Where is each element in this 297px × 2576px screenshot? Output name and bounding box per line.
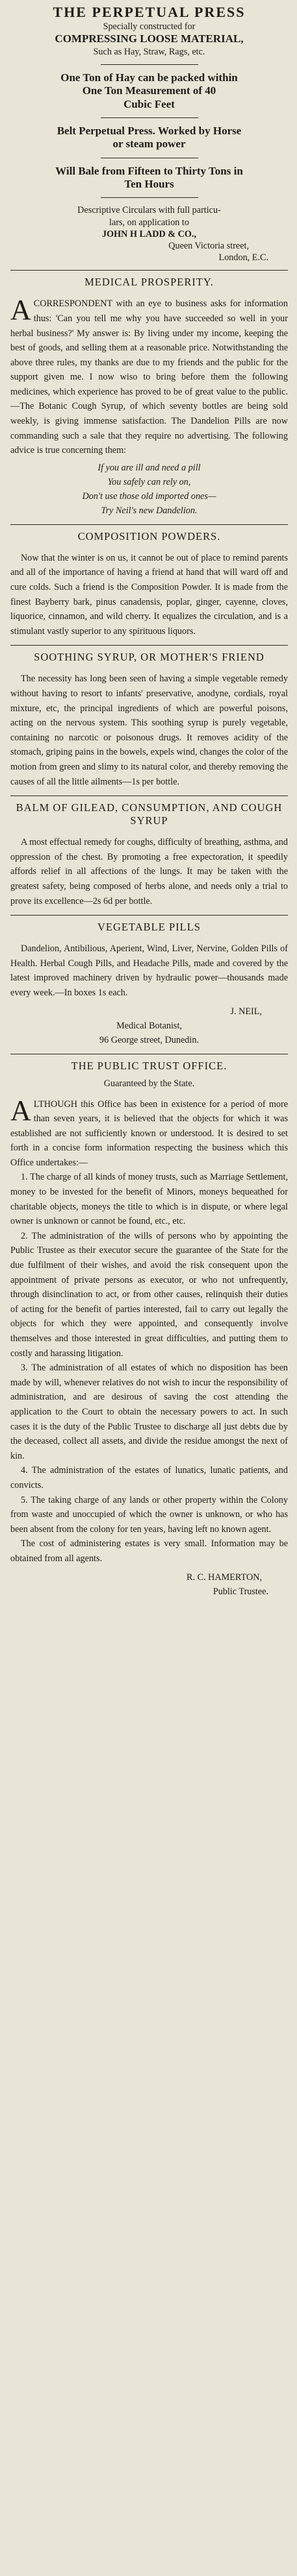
signature: R. C. HAMERTON, [187,1572,262,1583]
section-heading: COMPOSITION POWDERS. [77,529,221,542]
section-divider [10,270,288,271]
press-line: One Ton of Hay can be packed within [60,71,238,84]
press-line: lars, on application to [109,217,189,228]
press-line: One Ton Measurement of 40 [82,84,216,97]
signature-title: Public Trustee. [213,1586,268,1597]
press-line: Will Bale from Fifteen to Thirty Tons in [55,164,243,177]
notice-intro: LTHOUGH this Office has been in existence for a period of more than seven years, it is believed that the objects for which it was established are not sufficiently known or understood. It is desired to set forth in a concise form information respecting the business which this Office undertakes:— [10,1099,288,1168]
press-company: JOHN H LADD & CO., [101,228,197,239]
composition-powders-article [10,530,288,639]
article-body [10,672,288,789]
medical-prosperity-article [10,276,288,518]
section-heading: BALM OF GILEAD, CONSUMPTION, AND COUGH SYRUP [16,801,283,827]
press-line: COMPRESSING LOOSE MATERIAL, [55,32,244,45]
notice-item: 2. The administration of the wills of persons who by appointing the Public Trustee as their executor secure the guarantee of the State for the due fulfilment of their wishes, and avoid the risk consequent upon the appointment of private persons as executor, or who not unfrequently, through disinclination to act, or from other causes, relinquish their duties of acting for the benefit of parties interested, fail to carry out legally the objects for which they were appointed, and consequently involve themselves and those interested in great difficulties, and putting them to costly and harassing litigation. [10,1230,288,1359]
notice-item: 5. The taking charge of any lands or other property within the Colony from waste and unoccupied of which the owner is unknown, or who has been absent from the colony for ten years, having left no known agent. [10,1494,288,1535]
section-heading: MEDICAL PROSPERITY. [84,276,214,289]
signature-address: 96 George street, Dunedin. [99,1034,199,1045]
verse-line: Don't use those old imported ones— [82,491,216,502]
press-line: or steam power [112,138,186,151]
public-trust-office-notice [10,1060,288,1599]
divider [101,197,198,198]
divider [101,64,198,65]
soothing-syrup-article [10,651,288,789]
section-heading: SOOTHING SYRUP, OR MOTHER'S FRIEND [34,651,265,664]
drop-cap: A [10,294,31,326]
press-address: Queen Victoria street, [168,240,249,251]
article-text: A most effectual remedy for coughs, difficulty of breathing, asthma, and oppression of the chest. By promoting a free expectoration, it speedily affords relief in all affections of the lungs. It may be taken with the greatest safety, being composed of herbs alone, and needs only a trial to prove its excellence—2s 6d per bottle. [10,837,288,906]
article-body [10,942,288,1000]
vegetable-pills-article [10,921,288,1047]
article-body [10,551,288,639]
verse-line: If you are ill and need a pill [97,462,201,473]
press-line: Specially constructed for [103,21,196,32]
press-line: Descriptive Circulars with full particu- [77,205,221,216]
press-line: Ten Hours [124,178,174,191]
section-subheading: Guaranteed by the State. [103,1078,195,1089]
divider [101,117,198,118]
verse-line: You safely can rely on, [107,476,191,487]
press-line: Belt Perpetual Press. Worked by Horse [57,124,242,137]
signature: J. NEIL, [230,1006,262,1017]
press-line: Such as Hay, Straw, Rags, etc. [93,46,205,57]
signature-title: Medical Botanist, [116,1020,182,1031]
article-body [10,835,288,908]
notice-item: 1. The charge of all kinds of money trusts, such as Marriage Settlement, money to be invested for the benefit of Minors, moneys bequeathed for charitable objects, moneys the title to which is in dispute, or where legal owner is unknown or cannot be found, etc., etc. [10,1172,288,1227]
section-heading: VEGETABLE PILLS [97,921,201,934]
article-body [10,294,288,458]
notice-item: 3. The administration of all estates of which no disposition has been made by will, whenever relatives do not wish to incur the responsibility of administration, and are desirous of saving the cost attending the application to the Court to obtain the necessary powers to act. In such cases it is the duty of the Public Trustee to discharge all just debts due by the deceased, collect all assets, and divide the residue amongst the next of kin. [10,1363,288,1461]
section-divider [10,524,288,525]
article-text: The necessity has long been seen of having a simple vegetable remedy without having to resort to infants' preservative, anodyne, cordials, royal mixture, etc, the principal ingredients of which are powerful poisons, acting on the nervous system. This soothing syrup is purely vegetable, containing no narcotic or poisonous drugs. It removes acidity of the stomach, griping pains in the bowels, expels wind, changes the color of the motion from green and slimy to its natural color, and thereby removing the causes of all the little ailments—1s per bottle. [10,674,288,787]
balm-of-gilead-article [10,801,288,908]
verse-line: Try Neil's new Dandelion. [101,505,198,516]
article-text: CORRESPONDENT with an eye to business asks for information thus: 'Can you tell me why you have succeeded so well in your herbal business?' My answer is: By living under my income, keeping the best of goods, and selling them at a reasonable price. Notwithstanding the above three rules, my thanks are due to my friends and the public for the support given me. I now wiso to bring before them the following medicines, which experience has proved to be of great value to the public.—The Botanic Cough Syrup, of which seventy bottles are being sold weekly, is giving immense satisfaction. The Dandelion Pills are now commanding such a sale that they require no advertising. The following advice is true concerning them: [10,298,288,456]
press-title: THE PERPETUAL PRESS [53,4,246,20]
article-text: Now that the winter is on us, it cannot be out of place to remind parents and all of the importance of having a friend at hand that will ward off and cure colds. Such a friend is the Composition Powder. It is made from the finest Bayberry bark, pinus canadensis, poplar, ginger, cayenne, cloves, liquorice, cinnamon, and wild cherry. It equalizes the circulation, and is a stimulant vastly superior to any spirituous liquors. [10,552,288,637]
notice-body [10,1094,288,1566]
notice-item: The cost of administering estates is very small. Information may be obtained from all agents. [10,1538,288,1564]
section-heading: THE PUBLIC TRUST OFFICE. [71,1059,227,1072]
press-advertisement [10,4,288,263]
verse [10,461,288,518]
drop-cap: A [10,1094,31,1126]
press-address: London, E.C. [218,252,268,263]
section-divider [10,645,288,646]
article-text: Dandelion, Antibilious, Aperient, Wind, Liver, Nervine, Golden Pills of Health. Herbal Cough Pills, and Headache Pills, made and covered by the latest improved machinery driven by hydraulic power—thousands made every week.—In boxes 1s each. [10,943,288,998]
notice-item: 4. The administration of the estates of lunatics, lunatic patients, and convicts. [10,1465,288,1490]
press-line: Cubic Feet [123,97,175,110]
section-divider [10,915,288,916]
